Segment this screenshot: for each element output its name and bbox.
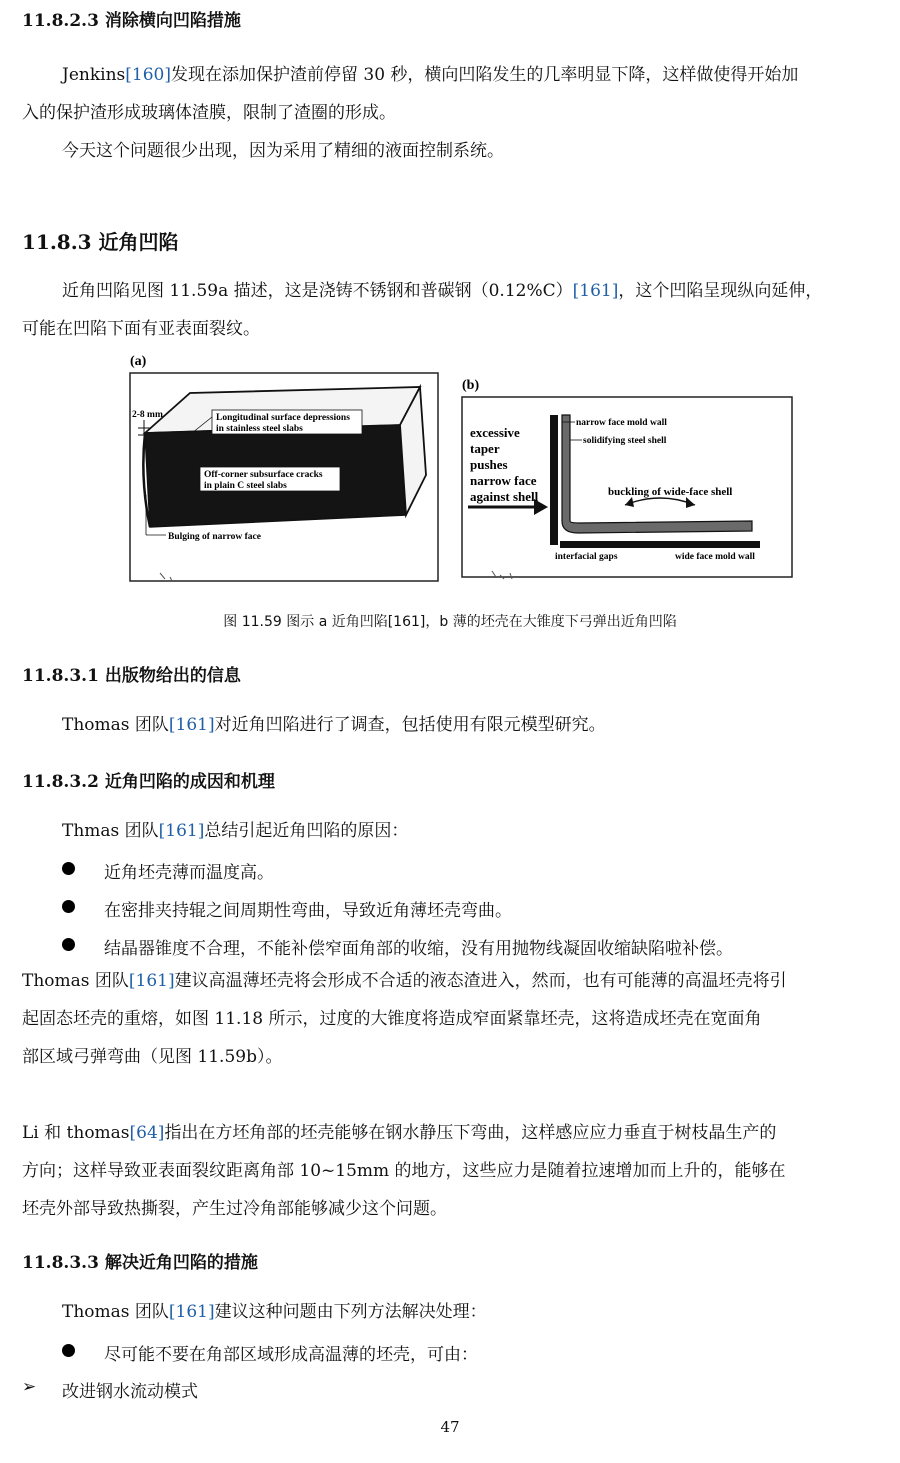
label-shell: solidifying steel shell [583, 436, 667, 446]
list-item-text: 近角坯壳薄而温度高。 [104, 863, 274, 883]
text: Thomas 团队 [62, 1302, 169, 1322]
list-item-text: 结晶器锥度不合理，不能补偿窄面角部的收缩，没有用抛物线凝固收缩缺陷啦补偿。 [104, 939, 733, 959]
paragraph-line: 方向；这样导致亚表面裂纹距离角部 10~15mm 的地方，这些应力是随着拉速增加而上升的，能够在 [22, 1161, 786, 1181]
text: 建议高温薄坯壳将会形成不合适的液态渣进入，然而，也有可能薄的高温坯壳将引 [174, 971, 787, 991]
sub-list-item-text: 改进钢水流动模式 [62, 1382, 198, 1402]
text: 发现在添加保护渣前停留 30 秒，横向凹陷发生的几率明显下降，这样做使得开始加 [170, 65, 799, 85]
paragraph-line [22, 962, 894, 1000]
label-wide-wall: wide face mold wall [675, 552, 755, 562]
label-buckling: buckling of wide-face shell [608, 486, 733, 498]
citation-link[interactable]: [161] [128, 971, 175, 991]
figure-illustration [120, 345, 800, 595]
text: 总结引起近角凹陷的原因： [204, 821, 409, 841]
citation-link[interactable]: [161] [168, 1302, 215, 1322]
label-cracks-1: Off-corner subsurface cracks [204, 470, 323, 480]
paragraph-line [22, 1114, 894, 1152]
label-narrow-wall: narrow face mold wall [576, 418, 667, 428]
arrow-bullet-icon: ➢ [22, 1377, 37, 1397]
text: 建议这种问题由下列方法解决处理： [214, 1302, 487, 1322]
citation-link[interactable]: [64] [129, 1123, 165, 1143]
section-heading-11-8-2-3: 11.8.2.3 消除横向凹陷措施 [22, 11, 241, 31]
bullet-dot [62, 938, 75, 951]
dimension-label: 2-8 mm [132, 410, 163, 420]
label-cracks-2: in plain C steel slabs [204, 481, 287, 491]
paragraph-thomas-investigation [22, 706, 894, 744]
buckling-arrow [625, 498, 695, 505]
paragraph-line: 部区域弓弹弯曲（见图 11.59b）。 [22, 1047, 283, 1067]
paragraph-li-thomas [22, 1114, 894, 1228]
section-heading-11-8-3-2: 11.8.3.2 近角凹陷的成因和机理 [22, 772, 275, 792]
bullet-dot [62, 1344, 75, 1357]
citation-link[interactable]: [161] [158, 821, 205, 841]
citation-link[interactable]: [161] [168, 715, 215, 735]
paragraph-today: 今天这个问题很少出现，因为采用了精细的液面控制系统。 [62, 141, 504, 161]
label-bulging: Bulging of narrow face [168, 532, 261, 542]
label-taper: taper [470, 441, 500, 456]
section-heading-11-8-3-3: 11.8.3.3 解决近角凹陷的措施 [22, 1253, 258, 1273]
text: 指出在方坯角部的坯壳能够在钢水静压下弯曲，这样感应应力垂直于树枝晶生产的 [164, 1123, 777, 1143]
label-interfacial-gaps: interfacial gaps [555, 552, 618, 562]
label-depressions-2: in stainless steel slabs [216, 424, 303, 434]
text: Thomas 团队 [22, 971, 129, 991]
paragraph-line: 坯壳外部导致热撕裂，产生过冷角部能够减少这个问题。 [22, 1199, 447, 1219]
label-depressions-1: Longitudinal surface depressions [216, 413, 350, 423]
figure-caption: 图 11.59 图示 a 近角凹陷[161]，b 薄的坯壳在大锥度下弓弹出近角凹陷 [223, 614, 677, 630]
paragraph-line: 起固态坯壳的重熔，如图 11.18 所示，过度的大锥度将造成窄面紧靠坯壳，这将造成坯壳在宽面角 [22, 1009, 762, 1029]
paragraph-thomas-solution [22, 1293, 894, 1331]
section-heading-11-8-3: 11.8.3 近角凹陷 [22, 230, 179, 254]
label-excessive: excessive [470, 425, 520, 440]
paragraph-line [22, 272, 894, 310]
scan-artifact [492, 571, 512, 579]
page-number: 47 [440, 1418, 460, 1436]
section-heading-11-8-3-1: 11.8.3.1 出版物给出的信息 [22, 666, 241, 686]
text: Jenkins [62, 65, 126, 85]
label-narrow-face: narrow face [470, 473, 537, 488]
list-item-text: 尽可能不要在角部区域形成高温薄的坯壳，可由： [104, 1345, 478, 1365]
narrow-face-mold-wall [550, 415, 558, 545]
text: Thomas 团队 [62, 715, 169, 735]
solidifying-shell [562, 415, 752, 533]
text: Li 和 thomas [22, 1123, 130, 1143]
paragraph-thmas-causes [22, 812, 894, 850]
paragraph-near-corner [22, 272, 894, 310]
paragraph-jenkins [22, 56, 894, 94]
text: 对近角凹陷进行了调查，包括使用有限元模型研究。 [214, 715, 606, 735]
text: Thmas 团队 [62, 821, 159, 841]
scan-artifact [160, 573, 172, 581]
citation-link[interactable]: [160] [125, 65, 171, 85]
wide-face-mold-wall [560, 541, 760, 548]
bullet-dot [62, 900, 75, 913]
bullet-dot [62, 862, 75, 875]
figure-11-59 [120, 345, 800, 595]
label-pushes: pushes [470, 457, 508, 472]
panel-b-label: (b) [462, 378, 480, 393]
paragraph-line [22, 56, 894, 94]
panel-a-label: (a) [130, 354, 147, 369]
paragraph-line: 入的保护渣形成玻璃体渣膜，限制了渣圈的形成。 [22, 103, 396, 123]
arrow-head [625, 497, 634, 507]
list-item-text: 在密排夹持辊之间周期性弯曲，导致近角薄坯壳弯曲。 [104, 901, 512, 921]
label-against-shell: against shell [470, 489, 539, 504]
paragraph-jenkins-cont [22, 94, 894, 132]
text: 近角凹陷见图 11.59a 描述，这是浇铸不锈钢和普碳钢（0.12%C） [62, 281, 573, 301]
text: ，这个凹陷呈现纵向延伸， [618, 281, 823, 301]
arrow-head [686, 497, 695, 508]
paragraph-thomas-suggest [22, 962, 894, 1076]
citation-link[interactable]: [161] [572, 281, 619, 301]
paragraph-near-corner-cont: 可能在凹陷下面有亚表面裂纹。 [22, 319, 260, 339]
